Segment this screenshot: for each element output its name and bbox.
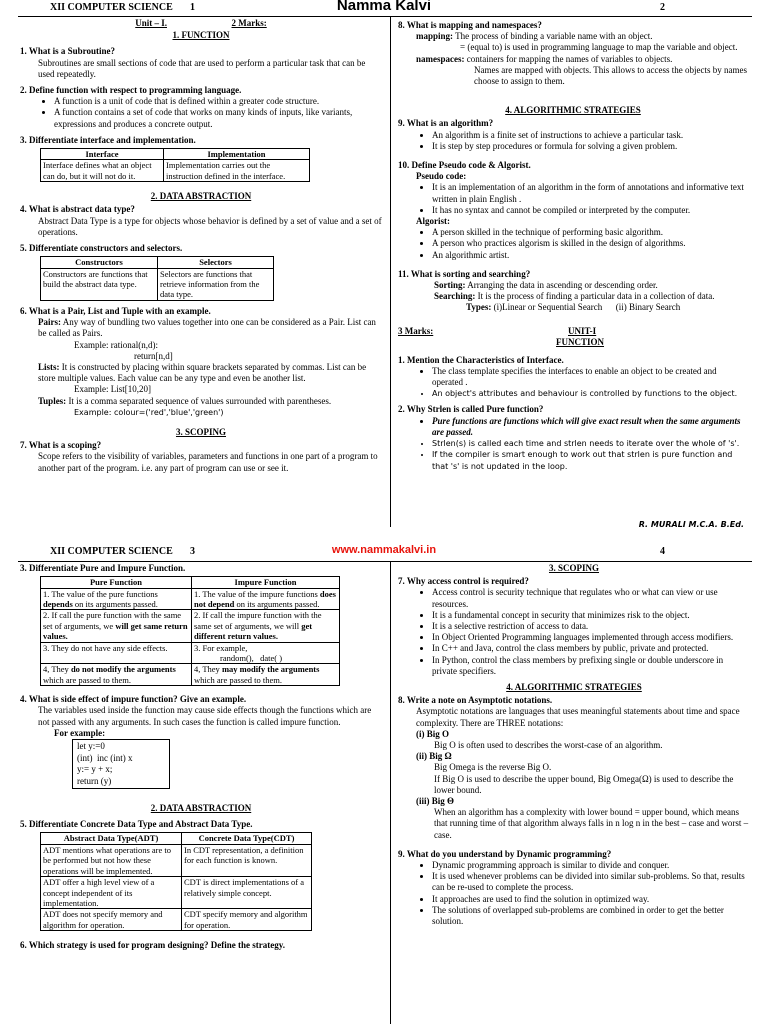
searching-definition: Searching: It is the process of finding a particular data in a collection of data. [434,291,715,302]
question: 6. What is a Pair, List and Tuple with an example. [20,305,211,316]
table-cell: Selectors are functions that retrieve information from the data type. [158,268,274,300]
question: 11. What is sorting and searching? [398,268,531,279]
list-item: • A person who practices algorism is skilled in the design of algorithms. [432,238,748,249]
section-heading: 1. FUNCTION [172,30,230,41]
code-example [72,739,170,789]
question: 4. What is abstract data type? [20,204,135,215]
constructors-selectors-table [40,256,274,301]
table-cell: Constructors are functions that build the abstract data type. [41,268,158,300]
table-cell: 4, They may modify the arguments which are passed to them. [192,664,340,686]
table-cell: CDT is direct implementations of a relatively simple concept. [182,877,312,909]
table-header: Implementation [164,149,310,160]
table-cell: ADT offer a high level view of a concept independent of its implementation. [41,877,182,909]
section-heading: 3. SCOPING [175,426,226,437]
table-header: Interface [41,149,164,160]
header-site-name: Namma Kalvi [336,0,432,14]
code-line: return (y) [77,775,112,786]
table-cell: ADT does not specify memory and algorithm for operation. [41,909,182,931]
list-item: • An object's attributes and behaviour is controlled by functions to the object. [432,388,748,399]
unit-heading: Unit – I. 2 Marks: [135,18,267,28]
search-types: Types: (i)Linear or Sequential Search (ii) Binary Search [466,302,681,313]
section-heading: 4. ALGORITHMIC STRATEGIES [506,682,642,693]
list-item: • An algorithmic artist. [432,250,748,261]
answer: Subroutines are small sections of code that are used to perform a particular task that can be used repeatedly. [38,57,366,79]
answer: When an algorithm has a complexity with lower bound = upper bound, which means that running time of that algorithm always falls in n log n in the best – case and worst – case. [434,807,749,840]
answer-list [398,860,750,927]
subheading: (iii) Big Θ [416,796,454,807]
header-rule [18,561,752,562]
list-item: • A function contains a set of code that works on many kinds of inputs, like variants, expressions and produces a concrete output. [54,107,382,129]
list-item: • If the compiler is smart enough to work out that strlen is pure function and that 's' is not updated in the loop. [432,449,748,471]
list-item: • It approaches are used to find the solution in optimized way. [432,894,750,905]
three-marks-heading: 3 Marks: UNIT-I FUNCTION [398,325,605,347]
left-column [20,563,382,951]
table-cell: ADT mentions what operations are to be performed but not how these operations will be implemented. [41,844,182,876]
mapping-definition: mapping: The process of binding a variable name with an object. [416,31,653,42]
header-title: XII COMPUTER SCIENCE [50,546,173,557]
question: 5. Differentiate Concrete Data Type and Abstract Data Type. [20,819,253,830]
question: 3. Differentiate Pure and Impure Function. [20,563,186,573]
example: Example: List[10,20] [74,384,151,395]
list-item: • In Object Oriented Programming languages implemented through access modifiers. [432,632,750,643]
header-page-number-left: 3 [190,546,195,557]
list-item: • Dynamic programming approach is similar to divide and conquer. [432,860,750,871]
namespaces-definition: namespaces: containers for mapping the names of variables to objects. [416,53,673,64]
question: 10. Define Pseudo code & Algorist. [398,160,531,171]
answer-list [398,130,748,152]
question: 4. What is side effect of impure function? Give an example. [20,694,247,705]
subheading: (i) Big O [416,728,449,739]
table-cell: In CDT representation, a definition for each function is known. [182,844,312,876]
subheading: For example: [54,727,106,738]
list-item: • In C++ and Java, control the class members by public, private and protected. [432,643,750,654]
lists-definition: Lists: It is constructed by placing within square brackets separated by commas. List can be store multiple values. Each value can be any type and even be another list. [38,361,367,384]
table-header: Constructors [41,257,158,268]
answer-list [398,227,748,261]
right-column [398,18,748,472]
interface-implementation-table [40,148,310,182]
adt-cdt-table [40,832,312,931]
namespaces-detail: Names are mapped with objects. This allows to access the objects by names choose to assign to them. [474,64,748,87]
list-item: • A person skilled in the technique of performing basic algorithm. [432,227,748,238]
list-item: • An algorithm is a finite set of instructions to achieve a particular task. [432,130,748,141]
section-heading: 2. DATA ABSTRACTION [150,191,252,202]
right-column [398,563,750,927]
question: 9. What is an algorithm? [398,118,494,129]
answer: The variables used inside the function may cause side effects though the functions which are not passed with any arguments. In such cases the function is called impure function. [38,705,372,727]
table-cell: 2. If call the pure function with the same set of arguments, we will get same return values. [41,610,192,642]
list-item: • The solutions of overlapped sub-problems are combined in order to get the better solution. [432,905,750,927]
code-line: y:= y + x; [77,764,113,775]
table-cell: 4, They do not modify the arguments which are passed to them. [41,664,192,686]
question: 1. Mention the Characteristics of Interface. [398,354,564,365]
question: 3. Differentiate interface and implementation. [20,134,196,145]
table-cell: 3. They do not have any side effects. [41,642,192,664]
question: 9. What do you understand by Dynamic programming? [398,848,612,859]
list-item: • It is a selective restriction of access to data. [432,621,750,632]
page-spread-2 [0,540,768,1024]
code-line: let y:=0 [77,741,105,752]
subheading: Pseudo code: [416,171,467,182]
section-heading: 3. SCOPING [548,563,599,573]
table-cell: Implementation carries out the instruction defined in the interface. [164,160,310,182]
list-item: • The class template specifies the interfaces to enable an object to be created and operated . [432,366,748,388]
table-cell: 1. The value of the pure functions depends on its arguments passed. [41,588,192,610]
table-cell: 3. For example, random(), date( ) [192,642,340,664]
list-item: • Strlen(s) is called each time and strlen needs to iterate over the whole of 's'. [432,438,748,449]
header-rule [18,16,752,17]
list-item: • It is step by step procedures or formula for solving a given problem. [432,141,748,152]
mapping-detail: = (equal to) is used in programming language to map the variable and object. [460,42,738,53]
header-page-number-right: 4 [660,546,665,557]
author-signature: R. MURALI M.C.A. B.Ed. [638,520,744,529]
answer-list [20,96,382,130]
left-column [20,18,382,474]
example: return[n,d] [134,350,173,361]
list-item: • It is used whenever problems can be divided into similar sub-problems. So that, results can be re-used to complete the process. [432,871,750,893]
answer: Scope refers to the visibility of variables, parameters and functions in one part of a program to another part of the program. i.e. any part of program can use or see it. [38,451,378,473]
subheading: Algorist: [416,216,450,227]
code-line: (int) inc (int) x [77,752,133,763]
answer: Big Omega is the reverse Big O. [434,762,552,773]
answer-list [398,182,748,216]
table-cell: 1. The value of the impure functions does not depend on its arguments passed. [192,588,340,610]
header-website-link[interactable]: www.nammakalvi.in [331,544,437,556]
answer-list [398,416,748,472]
list-item: • Pure functions are functions which will give exact result when the same arguments are passed. [432,416,748,438]
question: 8. What is mapping and namespaces? [398,20,542,30]
column-divider [390,562,391,1024]
question: 1. What is a Subroutine? [20,46,115,57]
list-item: • It has no syntax and cannot be compiled or interpreted by the computer. [432,205,748,216]
section-heading: 4. ALGORITHMIC STRATEGIES [505,105,641,116]
answer: If Big O is used to describe the upper bound, Big Omega(Ω) is used to describe the lower bound. [434,773,734,795]
table-header: Concrete Data Type(CDT) [182,833,312,844]
header-page-number-right: 2 [660,2,665,13]
question: 7. Why access control is required? [398,576,529,587]
answer: Abstract Data Type is a type for objects whose behavior is defined by a set of value and a set of operations. [38,215,382,237]
question: 7. What is a scoping? [20,440,102,451]
question: 5. Differentiate constructors and selectors. [20,243,183,254]
sorting-definition: Sorting: Arranging the data in ascending or descending order. [434,280,658,291]
table-cell: Interface defines what an object can do, but it will not do it. [41,160,164,182]
answer: Big O is often used to describes the worst-case of an algorithm. [434,740,663,751]
tuples-definition: Tuples: It is a comma separated sequence of values surrounded with parentheses. [38,395,332,406]
answer-list [398,366,748,400]
answer-list [398,587,750,677]
answer: Asymptotic notations are languages that uses meaningful statements about time and space complexity. There are THREE notations: [416,706,740,728]
table-cell: 2. If call the impure function with the same set of arguments, we will get different return values. [192,610,340,642]
pairs-definition: Pairs: Any way of bundling two values together into one can be considered as a Pair. List can be called as Pairs. [38,317,376,339]
page-header [0,544,768,562]
question: 2. Why Strlen is called Pure function? [398,404,544,415]
table-header: Abstract Data Type(ADT) [41,833,182,844]
table-cell: CDT specify memory and algorithm for operation. [182,909,312,931]
question: 6. Which strategy is used for program designing? Define the strategy. [20,940,285,951]
header-title: XII COMPUTER SCIENCE [50,2,173,13]
list-item: • In Python, control the class members by prefixing single or double underscore in private specifiers. [432,655,750,677]
header-page-number-left: 1 [190,2,195,13]
list-item: • It is a fundamental concept in security that minimizes risk to the object. [432,610,750,621]
pure-impure-table [40,576,340,686]
table-header: Pure Function [41,577,192,588]
list-item: • A function is a unit of code that is defined within a greater code structure. [54,96,382,107]
table-header: Selectors [158,257,274,268]
question: 8. Write a note on Asymptotic notations. [398,695,553,706]
example: Example: colour=('red','blue','green') [74,407,224,417]
section-heading: 2. DATA ABSTRACTION [150,803,252,814]
subheading: (ii) Big Ω [416,751,452,762]
list-item: • It is an implementation of an algorithm in the form of annotations and informative text written in plain English . [432,182,748,204]
example: Example: rational(n,d): [74,339,158,350]
list-item: • Access control is security technique that regulates who or what can view or use resources. [432,587,750,609]
column-divider [390,17,391,527]
question: 2. Define function with respect to programming language. [20,85,242,96]
table-header: Impure Function [192,577,340,588]
